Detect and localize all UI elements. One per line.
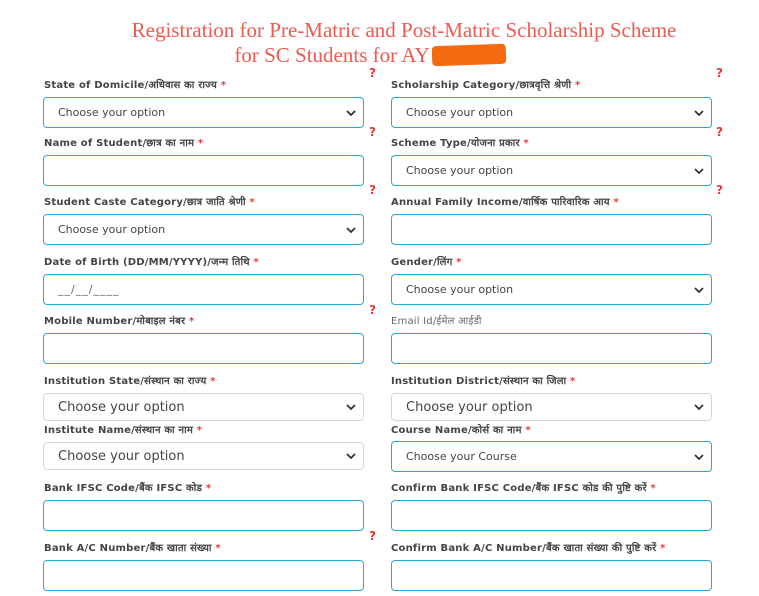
institution-district-label [391, 373, 575, 387]
institution-state-label [44, 373, 216, 387]
bank-ifsc-label-text: Bank IFSC Code/बैंक IFSC कोड [44, 483, 203, 494]
required-mark: * [570, 376, 576, 387]
required-mark: * [196, 425, 203, 436]
help-icon[interactable]: ? [369, 529, 376, 543]
family-income-input[interactable] [391, 214, 712, 245]
email-label-text: Email Id/ईमेल आईडी [391, 316, 482, 327]
student-name-label-text: Name of Student/छात्र का नाम [44, 138, 195, 149]
dob-input[interactable] [43, 274, 364, 305]
chevron-down-icon [345, 224, 357, 236]
family-income-label-text: Annual Family Income/वार्षिक पारिवारिक आय [391, 197, 610, 208]
institute-name-select[interactable] [43, 442, 364, 470]
gender-label [391, 254, 462, 268]
course-name-label [391, 422, 531, 436]
required-mark: * [253, 257, 259, 268]
confirm-ifsc-input[interactable] [391, 500, 712, 531]
confirm-ifsc-label [391, 480, 656, 494]
bank-account-label [44, 540, 221, 554]
scheme-type-label-text: Scheme Type/योजना प्रकार [391, 138, 520, 149]
chevron-down-icon [345, 401, 357, 413]
dob-label [44, 254, 259, 268]
gender-select[interactable] [391, 274, 712, 305]
bank-ifsc-label [44, 480, 211, 494]
state-domicile-label [44, 77, 226, 91]
institution-state-select[interactable] [43, 393, 364, 421]
scheme-type-label [391, 135, 529, 149]
chevron-down-icon [693, 401, 705, 413]
chevron-down-icon [345, 450, 357, 462]
required-mark: * [189, 316, 195, 327]
institution-district-select[interactable] [391, 393, 712, 421]
state-domicile-label-text: State of Domicile/अधिवास का राज्य [44, 80, 218, 91]
required-mark: * [525, 425, 531, 436]
course-name-label-text: Course Name/कोर्स का नाम [391, 425, 522, 436]
email-label [391, 313, 482, 327]
page-title-line2 [0, 42, 740, 68]
required-mark: * [220, 80, 227, 91]
state-domicile-select[interactable] [43, 97, 364, 128]
help-icon[interactable]: ? [716, 125, 723, 139]
page-title-line2-text: for SC Students for AY [234, 43, 430, 67]
institute-name-value: Choose your option [58, 448, 185, 464]
gender-label-text: Gender/लिंग [391, 257, 453, 268]
mobile-label [44, 313, 194, 327]
mobile-label-text: Mobile Number/मोबाइल नंबर [44, 316, 186, 327]
required-mark: * [210, 376, 216, 387]
required-mark: * [456, 257, 462, 268]
institution-district-value: Choose your option [406, 399, 533, 415]
family-income-label [391, 194, 619, 208]
chevron-down-icon [345, 107, 357, 119]
mobile-input[interactable] [43, 333, 364, 364]
required-mark: * [523, 138, 529, 149]
required-mark: * [205, 483, 212, 494]
email-input[interactable] [391, 333, 712, 364]
institution-district-label-text: Institution District/संस्थान का जिला [391, 376, 567, 387]
bank-account-input[interactable] [43, 560, 364, 591]
help-icon[interactable]: ? [369, 66, 376, 80]
confirm-ifsc-label-text: Confirm Bank IFSC Code/बैंक IFSC कोड की पुष्टि करें [391, 483, 647, 494]
caste-category-label [44, 194, 255, 208]
institute-name-label [44, 422, 202, 436]
scholarship-category-value: Choose your option [406, 106, 514, 119]
gender-value: Choose your option [406, 283, 514, 296]
dob-label-text: Date of Birth (DD/MM/YYYY)/जन्म तिथि [44, 257, 250, 268]
course-name-value: Choose your Course [406, 450, 517, 463]
help-icon[interactable]: ? [369, 183, 376, 197]
state-domicile-value: Choose your option [58, 106, 166, 119]
required-mark: * [575, 80, 581, 91]
chevron-down-icon [693, 107, 705, 119]
student-name-label [44, 135, 203, 149]
institute-name-label-text: Institute Name/संस्थान का नाम [44, 425, 194, 436]
required-mark: * [197, 138, 204, 149]
caste-category-select[interactable] [43, 214, 364, 245]
bank-account-label-text: Bank A/C Number/बैंक खाता संख्या [44, 543, 212, 554]
help-icon[interactable]: ? [716, 183, 723, 197]
scheme-type-select[interactable] [391, 155, 712, 186]
help-icon[interactable]: ? [369, 303, 376, 317]
confirm-account-input[interactable] [391, 560, 712, 591]
redaction-mark [431, 44, 506, 67]
institution-state-label-text: Institution State/संस्थान का राज्य [44, 376, 207, 387]
help-icon[interactable]: ? [369, 125, 376, 139]
confirm-account-label-text: Confirm Bank A/C Number/बैंक खाता संख्या की पुष्टि करें [391, 543, 657, 554]
chevron-down-icon [693, 165, 705, 177]
dob-value: __/__/____ [58, 283, 120, 296]
bank-ifsc-input[interactable] [43, 500, 364, 531]
scholarship-category-select[interactable] [391, 97, 712, 128]
required-mark: * [613, 197, 619, 208]
required-mark: * [249, 197, 255, 208]
help-icon[interactable]: ? [716, 66, 723, 80]
scholarship-category-label-text: Scholarship Category/छात्रवृत्ति श्रेणी [391, 80, 572, 91]
student-name-input[interactable] [43, 155, 364, 186]
required-mark: * [215, 543, 221, 554]
scheme-type-value: Choose your option [406, 164, 514, 177]
required-mark: * [660, 543, 666, 554]
institution-state-value: Choose your option [58, 399, 185, 415]
chevron-down-icon [693, 284, 705, 296]
chevron-down-icon [693, 451, 705, 463]
caste-category-value: Choose your option [58, 223, 166, 236]
scholarship-category-label [391, 77, 580, 91]
page-title: Registration for Pre-Matric and Post-Matric Scholarship Scheme [131, 18, 677, 42]
course-name-select[interactable] [391, 441, 712, 472]
required-mark: * [650, 483, 656, 494]
caste-category-label-text: Student Caste Category/छात्र जाति श्रेणी [44, 197, 246, 208]
confirm-account-label [391, 540, 666, 554]
